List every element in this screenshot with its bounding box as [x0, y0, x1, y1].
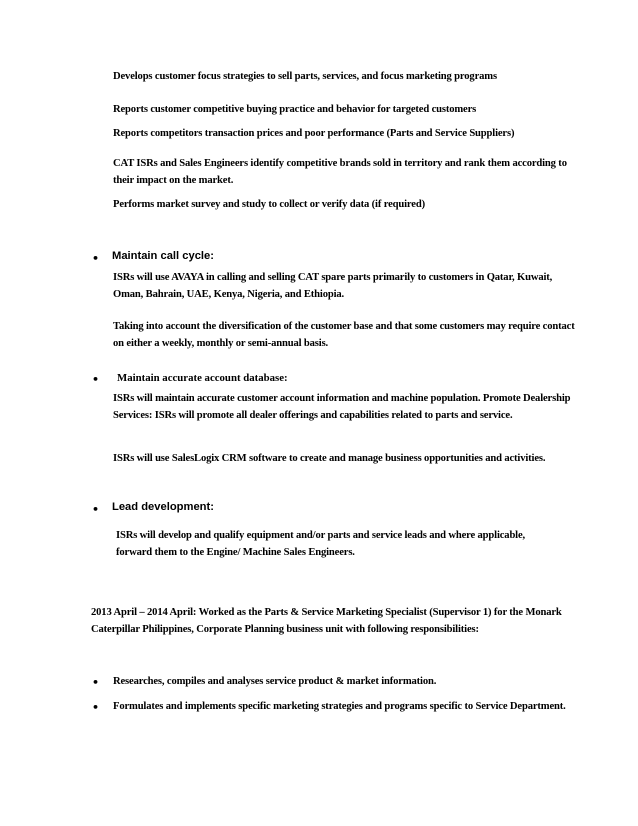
section-paragraph: ISRs will develop and qualify equipment and/or parts and service leads and where applicable, forward them to the Engine/ Machine Sales Engineers.	[116, 530, 526, 558]
bullet-icon: •	[92, 252, 100, 265]
section-paragraph: ISRs will use AVAYA in calling and selling CAT spare parts primarily to customers in Qatar, Kuwait, Oman, Bahrain, UAE, Kenya, Nigeria, and Ethiopia.	[113, 272, 553, 300]
section-heading: Maintain accurate account database:	[117, 372, 288, 384]
section-heading: Maintain call cycle:	[112, 250, 214, 262]
job-title: 2013 April – 2014 April: Worked as the Parts & Service Marketing Specialist (Supervisor 1) for the Monark Caterpillar Philippines, Corporate Planning business unit with following responsibilities:	[91, 607, 562, 635]
bullet-icon: •	[92, 701, 100, 714]
section-paragraph: ISRs will use SalesLogix CRM software to create and manage business opportunities and activities.	[113, 453, 546, 464]
bullet-icon: •	[92, 503, 100, 516]
section-heading: Lead development:	[112, 501, 214, 513]
intro-paragraph: Develops customer focus strategies to sell parts, services, and focus marketing programs	[113, 71, 497, 82]
intro-paragraph: Reports competitors transaction prices and poor performance (Parts and Service Suppliers)	[113, 128, 515, 139]
intro-paragraph: Performs market survey and study to collect or verify data (if required)	[113, 199, 425, 210]
intro-paragraph: CAT ISRs and Sales Engineers identify competitive brands sold in territory and rank them according to their impact on the market.	[113, 158, 567, 186]
bullet-icon: •	[92, 373, 100, 386]
section-paragraph: Taking into account the diversification of the customer base and that some customers may require contact on either a weekly, monthly or semi-annual basis.	[113, 321, 575, 349]
job-bullet-text: Researches, compiles and analyses service product & market information.	[113, 676, 437, 687]
job-bullet-text: Formulates and implements specific marketing strategies and programs specific to Service Department.	[113, 701, 566, 712]
section-paragraph: ISRs will maintain accurate customer account information and machine population. Promote Dealership Services: ISRs will promote all dealer offerings and capabilities related to parts and service.	[113, 393, 571, 421]
bullet-icon: •	[92, 676, 100, 689]
intro-paragraph: Reports customer competitive buying practice and behavior for targeted customers	[113, 104, 477, 115]
